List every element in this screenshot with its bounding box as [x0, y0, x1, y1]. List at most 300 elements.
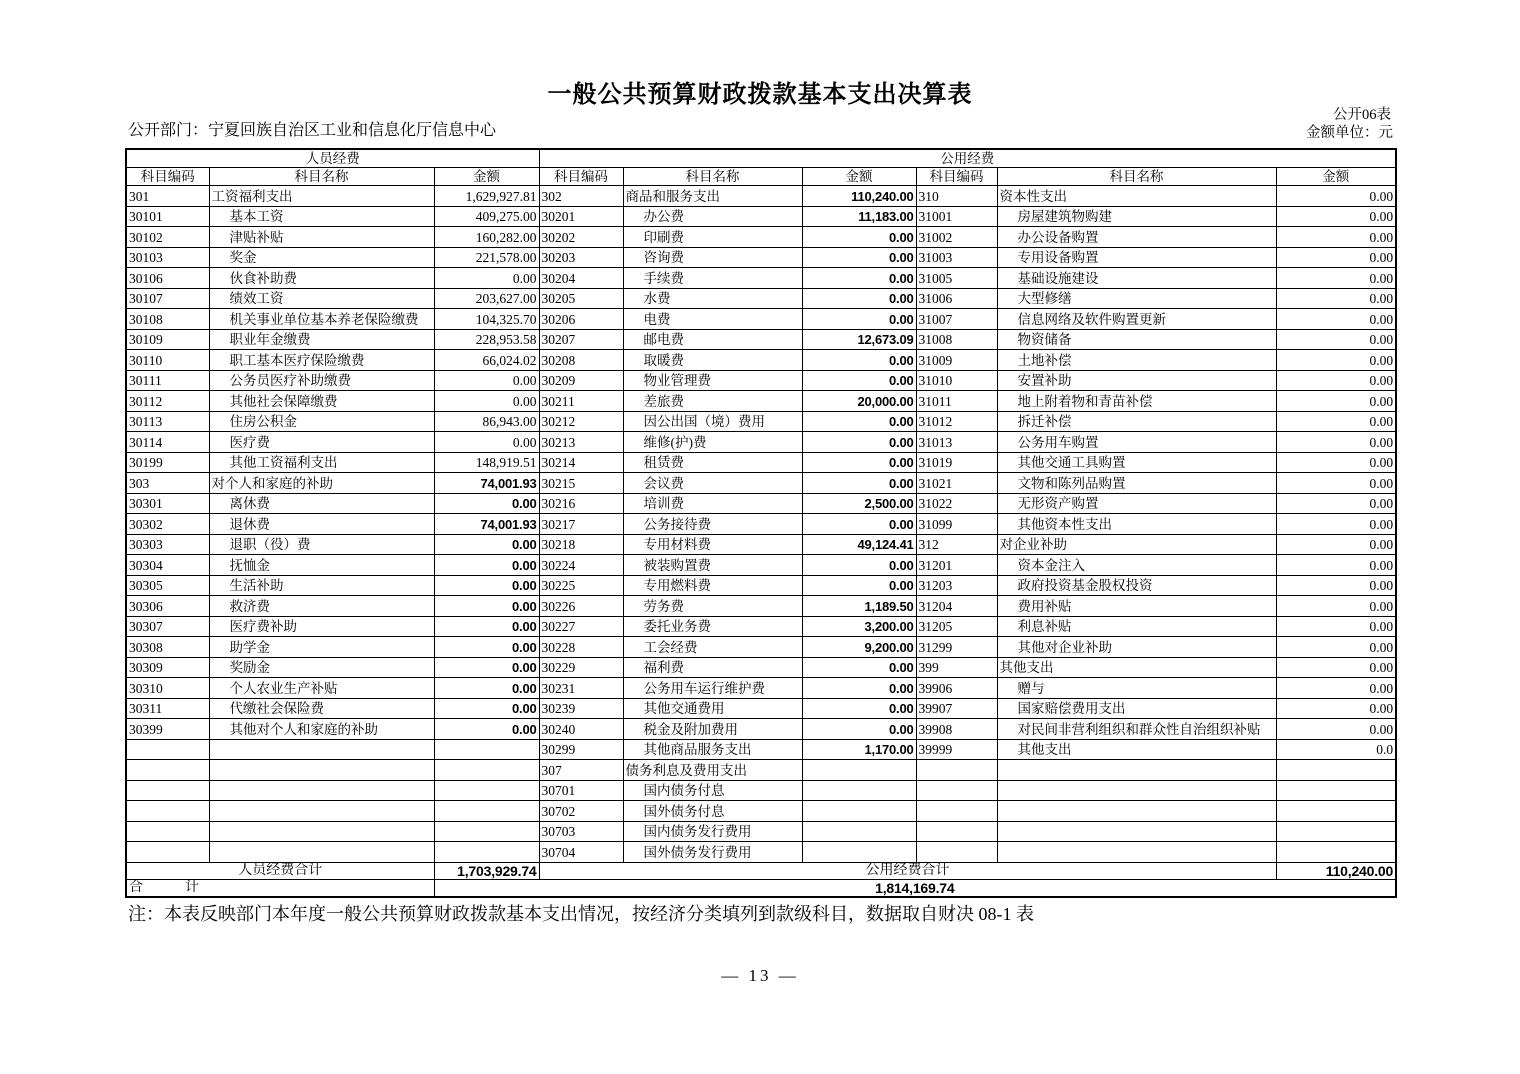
cell-name: 机关事业单位基本养老保险缴费	[209, 309, 434, 330]
cell-code: 30209	[539, 370, 623, 391]
cell-amount: 74,001.93	[434, 514, 539, 535]
table-body	[126, 186, 1396, 863]
table-row	[126, 616, 1396, 637]
column-header-row	[126, 168, 1396, 186]
cell-amount: 12,673.09	[802, 329, 916, 350]
cell-code: 31019	[916, 452, 997, 473]
cell-amount: 0.00	[1276, 309, 1396, 330]
cell-name: 抚恤金	[209, 555, 434, 576]
table-row	[126, 842, 1396, 863]
cell-code: 30203	[539, 247, 623, 268]
cell-code: 30304	[126, 555, 209, 576]
cell-amount: 0.00	[802, 719, 916, 740]
cell-code: 30216	[539, 493, 623, 514]
cell-code: 30110	[126, 350, 209, 371]
cell-name: 赠与	[997, 678, 1276, 699]
cell-name: 委托业务费	[623, 616, 802, 637]
cell-amount: 0.00	[802, 370, 916, 391]
cell-name: 其他交通工具购置	[997, 452, 1276, 473]
cell-amount: 160,282.00	[434, 227, 539, 248]
cell-name: 退职（役）费	[209, 534, 434, 555]
cell-amount	[1276, 780, 1396, 801]
cell-name: 文物和陈列品购置	[997, 473, 1276, 494]
cell-code: 31021	[916, 473, 997, 494]
cell-code: 30207	[539, 329, 623, 350]
cell-amount: 148,919.51	[434, 452, 539, 473]
cell-name: 公务接待费	[623, 514, 802, 535]
cell-code: 302	[539, 186, 623, 207]
cell-amount: 0.0	[1276, 739, 1396, 760]
cell-name: 水费	[623, 288, 802, 309]
cell-name: 代缴社会保险费	[209, 698, 434, 719]
cell-name	[209, 760, 434, 781]
cell-amount: 1,170.00	[802, 739, 916, 760]
cell-name: 对企业补助	[997, 534, 1276, 555]
cell-amount: 0.00	[1276, 329, 1396, 350]
cell-name: 公务用车购置	[997, 432, 1276, 453]
cell-code: 31203	[916, 575, 997, 596]
cell-amount: 0.00	[434, 637, 539, 658]
cell-amount: 0.00	[434, 596, 539, 617]
table-row	[126, 411, 1396, 432]
cell-amount: 1,189.50	[802, 596, 916, 617]
cell-name: 电费	[623, 309, 802, 330]
column-header: 科目编码	[916, 168, 997, 186]
cell-amount: 0.00	[1276, 370, 1396, 391]
cell-code: 30214	[539, 452, 623, 473]
cell-code: 30308	[126, 637, 209, 658]
table-row	[126, 432, 1396, 453]
cell-name: 无形资产购置	[997, 493, 1276, 514]
table-row	[126, 493, 1396, 514]
cell-code: 30301	[126, 493, 209, 514]
department-label: 公开部门：宁夏回族自治区工业和信息化厅信息中心	[128, 122, 497, 139]
cell-amount: 110,240.00	[802, 186, 916, 207]
table-row	[126, 391, 1396, 412]
cell-name: 其他对企业补助	[997, 637, 1276, 658]
cell-code: 30201	[539, 206, 623, 227]
table-row	[126, 473, 1396, 494]
cell-name: 物业管理费	[623, 370, 802, 391]
cell-code: 30109	[126, 329, 209, 350]
cell-name: 对民间非营利组织和群众性自治组织补贴	[997, 719, 1276, 740]
cell-name: 医疗费	[209, 432, 434, 453]
cell-amount: 203,627.00	[434, 288, 539, 309]
cell-name: 物资储备	[997, 329, 1276, 350]
cell-name: 国内债务发行费用	[623, 821, 802, 842]
cell-name: 土地补偿	[997, 350, 1276, 371]
cell-amount: 0.00	[1276, 575, 1396, 596]
cell-amount: 0.00	[802, 350, 916, 371]
cell-name: 专用材料费	[623, 534, 802, 555]
cell-code: 30215	[539, 473, 623, 494]
cell-code	[126, 801, 209, 822]
cell-amount: 228,953.58	[434, 329, 539, 350]
cell-amount	[434, 760, 539, 781]
cell-name: 其他社会保障缴费	[209, 391, 434, 412]
cell-code: 30399	[126, 719, 209, 740]
cell-name: 其他商品服务支出	[623, 739, 802, 760]
cell-code: 31001	[916, 206, 997, 227]
subtotal-row	[126, 862, 1396, 879]
cell-name	[997, 780, 1276, 801]
group-header-public: 公用经费	[539, 149, 1396, 168]
cell-code: 312	[916, 534, 997, 555]
cell-amount: 0.00	[802, 678, 916, 699]
cell-name: 奖金	[209, 247, 434, 268]
table-row	[126, 821, 1396, 842]
cell-code: 30239	[539, 698, 623, 719]
cell-code: 301	[126, 186, 209, 207]
cell-code	[126, 739, 209, 760]
cell-code	[916, 801, 997, 822]
cell-amount: 0.00	[1276, 350, 1396, 371]
cell-code: 30703	[539, 821, 623, 842]
cell-code: 31204	[916, 596, 997, 617]
cell-amount: 0.00	[434, 370, 539, 391]
cell-amount: 0.00	[1276, 268, 1396, 289]
cell-code: 30224	[539, 555, 623, 576]
public-total-label: 公用经费合计	[539, 862, 1276, 879]
cell-code: 303	[126, 473, 209, 494]
footnote: 注：本表反映部门本年度一般公共预算财政拨款基本支出情况，按经济分类填列到款级科目，数据取自财决 08-1 表	[128, 904, 1034, 924]
cell-code: 30226	[539, 596, 623, 617]
cell-name: 咨询费	[623, 247, 802, 268]
cell-amount: 0.00	[802, 268, 916, 289]
cell-code: 30108	[126, 309, 209, 330]
cell-code: 30114	[126, 432, 209, 453]
cell-code: 39906	[916, 678, 997, 699]
cell-name: 其他对个人和家庭的补助	[209, 719, 434, 740]
cell-code	[126, 760, 209, 781]
cell-name: 国外债务发行费用	[623, 842, 802, 863]
cell-amount: 0.00	[1276, 247, 1396, 268]
cell-name: 生活补助	[209, 575, 434, 596]
cell-name: 拆迁补偿	[997, 411, 1276, 432]
cell-code: 30306	[126, 596, 209, 617]
cell-code	[916, 780, 997, 801]
cell-name: 商品和服务支出	[623, 186, 802, 207]
cell-amount: 0.00	[1276, 555, 1396, 576]
cell-code: 31205	[916, 616, 997, 637]
table-row	[126, 760, 1396, 781]
cell-amount: 0.00	[802, 247, 916, 268]
cell-amount: 0.00	[802, 227, 916, 248]
cell-name: 工会经费	[623, 637, 802, 658]
cell-amount: 0.00	[802, 309, 916, 330]
cell-code: 30103	[126, 247, 209, 268]
cell-code: 30107	[126, 288, 209, 309]
column-header: 科目编码	[126, 168, 209, 186]
cell-code: 31010	[916, 370, 997, 391]
column-header: 金额	[802, 168, 916, 186]
table-row	[126, 186, 1396, 207]
cell-amount	[802, 842, 916, 863]
cell-code: 30302	[126, 514, 209, 535]
cell-code: 31099	[916, 514, 997, 535]
cell-code: 30305	[126, 575, 209, 596]
cell-code: 30227	[539, 616, 623, 637]
cell-code: 30205	[539, 288, 623, 309]
cell-name: 医疗费补助	[209, 616, 434, 637]
cell-name: 其他支出	[997, 657, 1276, 678]
cell-name: 离休费	[209, 493, 434, 514]
cell-amount: 0.00	[434, 555, 539, 576]
cell-name: 政府投资基金股权投资	[997, 575, 1276, 596]
cell-code	[916, 821, 997, 842]
cell-code: 30307	[126, 616, 209, 637]
cell-name: 会议费	[623, 473, 802, 494]
expenditure-table	[125, 148, 1397, 898]
cell-code: 31007	[916, 309, 997, 330]
table-row	[126, 452, 1396, 473]
table-row	[126, 657, 1396, 678]
cell-code: 30212	[539, 411, 623, 432]
cell-amount: 1,629,927.81	[434, 186, 539, 207]
cell-name: 办公设备购置	[997, 227, 1276, 248]
cell-code: 39908	[916, 719, 997, 740]
cell-amount: 0.00	[1276, 206, 1396, 227]
cell-amount	[434, 739, 539, 760]
cell-name: 基本工资	[209, 206, 434, 227]
table-row	[126, 370, 1396, 391]
cell-code: 31008	[916, 329, 997, 350]
table-row	[126, 350, 1396, 371]
cell-amount: 0.00	[434, 391, 539, 412]
cell-amount: 0.00	[802, 432, 916, 453]
cell-amount: 0.00	[1276, 493, 1396, 514]
cell-name: 个人农业生产补贴	[209, 678, 434, 699]
cell-code: 30206	[539, 309, 623, 330]
cell-name: 住房公积金	[209, 411, 434, 432]
cell-name: 地上附着物和青苗补偿	[997, 391, 1276, 412]
cell-amount: 0.00	[1276, 473, 1396, 494]
cell-code: 31012	[916, 411, 997, 432]
cell-code: 30204	[539, 268, 623, 289]
cell-name: 公务员医疗补助缴费	[209, 370, 434, 391]
cell-code: 30113	[126, 411, 209, 432]
table-row	[126, 637, 1396, 658]
cell-code: 31011	[916, 391, 997, 412]
cell-amount: 86,943.00	[434, 411, 539, 432]
cell-amount: 0.00	[1276, 698, 1396, 719]
cell-name: 房屋建筑物购建	[997, 206, 1276, 227]
table-row	[126, 247, 1396, 268]
cell-code: 39907	[916, 698, 997, 719]
cell-code: 30199	[126, 452, 209, 473]
group-header-personnel: 人员经费	[126, 149, 539, 168]
cell-code: 30311	[126, 698, 209, 719]
cell-name: 邮电费	[623, 329, 802, 350]
cell-code: 30303	[126, 534, 209, 555]
cell-name	[209, 801, 434, 822]
cell-amount: 0.00	[1276, 227, 1396, 248]
table-number-label: 公开06表	[1333, 107, 1391, 123]
cell-amount: 0.00	[434, 657, 539, 678]
cell-amount: 0.00	[802, 452, 916, 473]
table-row	[126, 801, 1396, 822]
cell-amount: 0.00	[434, 616, 539, 637]
cell-code: 30111	[126, 370, 209, 391]
cell-name: 助学金	[209, 637, 434, 658]
cell-code	[916, 760, 997, 781]
cell-amount: 0.00	[1276, 534, 1396, 555]
cell-code: 31006	[916, 288, 997, 309]
column-header: 金额	[1276, 168, 1396, 186]
cell-code: 30112	[126, 391, 209, 412]
cell-name	[997, 821, 1276, 842]
cell-name: 维修(护)费	[623, 432, 802, 453]
cell-code: 30309	[126, 657, 209, 678]
cell-amount: 0.00	[802, 555, 916, 576]
cell-amount	[802, 780, 916, 801]
cell-amount: 11,183.00	[802, 206, 916, 227]
table-row	[126, 575, 1396, 596]
grand-total-amount: 1,814,169.74	[434, 879, 1396, 897]
cell-amount: 0.00	[1276, 391, 1396, 412]
cell-code: 30225	[539, 575, 623, 596]
table-row	[126, 534, 1396, 555]
cell-code	[126, 780, 209, 801]
cell-code: 30299	[539, 739, 623, 760]
unit-label: 金额单位：元	[1306, 125, 1393, 141]
column-header: 科目编码	[539, 168, 623, 186]
cell-code: 31005	[916, 268, 997, 289]
cell-code: 30202	[539, 227, 623, 248]
cell-name: 职工基本医疗保险缴费	[209, 350, 434, 371]
cell-amount: 0.00	[802, 411, 916, 432]
cell-amount	[1276, 842, 1396, 863]
cell-name	[997, 760, 1276, 781]
cell-name: 其他交通费用	[623, 698, 802, 719]
cell-code: 30231	[539, 678, 623, 699]
table-row	[126, 268, 1396, 289]
cell-code: 31002	[916, 227, 997, 248]
cell-name: 公务用车运行维护费	[623, 678, 802, 699]
cell-amount: 0.00	[1276, 678, 1396, 699]
cell-name: 专用设备购置	[997, 247, 1276, 268]
cell-amount: 0.00	[1276, 719, 1396, 740]
personnel-total-amount: 1,703,929.74	[434, 862, 539, 879]
cell-amount: 0.00	[1276, 452, 1396, 473]
cell-amount: 0.00	[434, 493, 539, 514]
cell-name: 国内债务付息	[623, 780, 802, 801]
cell-name: 其他支出	[997, 739, 1276, 760]
cell-name: 伙食补助费	[209, 268, 434, 289]
cell-name: 绩效工资	[209, 288, 434, 309]
cell-amount	[434, 780, 539, 801]
cell-name: 费用补贴	[997, 596, 1276, 617]
cell-amount: 0.00	[1276, 596, 1396, 617]
cell-amount: 0.00	[434, 268, 539, 289]
cell-amount: 0.00	[1276, 616, 1396, 637]
cell-amount	[1276, 821, 1396, 842]
cell-code: 31009	[916, 350, 997, 371]
public-total-amount: 110,240.00	[1276, 862, 1396, 879]
cell-name: 因公出国（境）费用	[623, 411, 802, 432]
cell-code: 307	[539, 760, 623, 781]
cell-name: 工资福利支出	[209, 186, 434, 207]
table-row	[126, 227, 1396, 248]
cell-name: 利息补贴	[997, 616, 1276, 637]
cell-amount: 0.00	[1276, 432, 1396, 453]
cell-amount: 9,200.00	[802, 637, 916, 658]
cell-name: 国家赔偿费用支出	[997, 698, 1276, 719]
cell-code: 310	[916, 186, 997, 207]
cell-name: 大型修缮	[997, 288, 1276, 309]
cell-name: 差旅费	[623, 391, 802, 412]
cell-amount: 221,578.00	[434, 247, 539, 268]
cell-name: 资本性支出	[997, 186, 1276, 207]
cell-amount: 20,000.00	[802, 391, 916, 412]
cell-amount: 0.00	[802, 473, 916, 494]
personnel-total-label: 人员经费合计	[126, 862, 434, 879]
cell-amount: 0.00	[1276, 637, 1396, 658]
cell-code: 399	[916, 657, 997, 678]
cell-amount	[802, 801, 916, 822]
table-row	[126, 514, 1396, 535]
group-header-row	[126, 149, 1396, 168]
cell-amount: 0.00	[802, 657, 916, 678]
cell-amount	[434, 801, 539, 822]
cell-code: 30240	[539, 719, 623, 740]
cell-name: 其他工资福利支出	[209, 452, 434, 473]
cell-name: 培训费	[623, 493, 802, 514]
cell-code: 31299	[916, 637, 997, 658]
cell-amount	[802, 821, 916, 842]
cell-amount	[1276, 801, 1396, 822]
cell-name: 劳务费	[623, 596, 802, 617]
cell-name: 奖励金	[209, 657, 434, 678]
table-row	[126, 698, 1396, 719]
table-row	[126, 288, 1396, 309]
cell-amount: 0.00	[434, 432, 539, 453]
cell-amount: 0.00	[1276, 514, 1396, 535]
cell-name: 对个人和家庭的补助	[209, 473, 434, 494]
cell-name: 印刷费	[623, 227, 802, 248]
cell-name: 津贴补贴	[209, 227, 434, 248]
cell-amount: 49,124.41	[802, 534, 916, 555]
cell-code: 30101	[126, 206, 209, 227]
table-row	[126, 780, 1396, 801]
cell-code	[126, 821, 209, 842]
cell-code: 39999	[916, 739, 997, 760]
cell-name: 债务利息及费用支出	[623, 760, 802, 781]
cell-name	[997, 842, 1276, 863]
cell-code: 30218	[539, 534, 623, 555]
cell-amount: 104,325.70	[434, 309, 539, 330]
cell-name	[209, 821, 434, 842]
table-row	[126, 206, 1396, 227]
cell-name: 税金及附加费用	[623, 719, 802, 740]
cell-amount: 0.00	[1276, 186, 1396, 207]
cell-code: 31003	[916, 247, 997, 268]
cell-name: 福利费	[623, 657, 802, 678]
table-row	[126, 555, 1396, 576]
cell-code: 30217	[539, 514, 623, 535]
cell-amount: 0.00	[434, 719, 539, 740]
cell-amount: 0.00	[434, 575, 539, 596]
cell-amount	[434, 842, 539, 863]
grand-total-row	[126, 879, 1396, 897]
cell-amount	[434, 821, 539, 842]
cell-name: 退休费	[209, 514, 434, 535]
cell-amount: 0.00	[802, 575, 916, 596]
cell-amount	[802, 760, 916, 781]
cell-amount: 0.00	[1276, 288, 1396, 309]
cell-code: 30701	[539, 780, 623, 801]
cell-amount: 0.00	[434, 534, 539, 555]
